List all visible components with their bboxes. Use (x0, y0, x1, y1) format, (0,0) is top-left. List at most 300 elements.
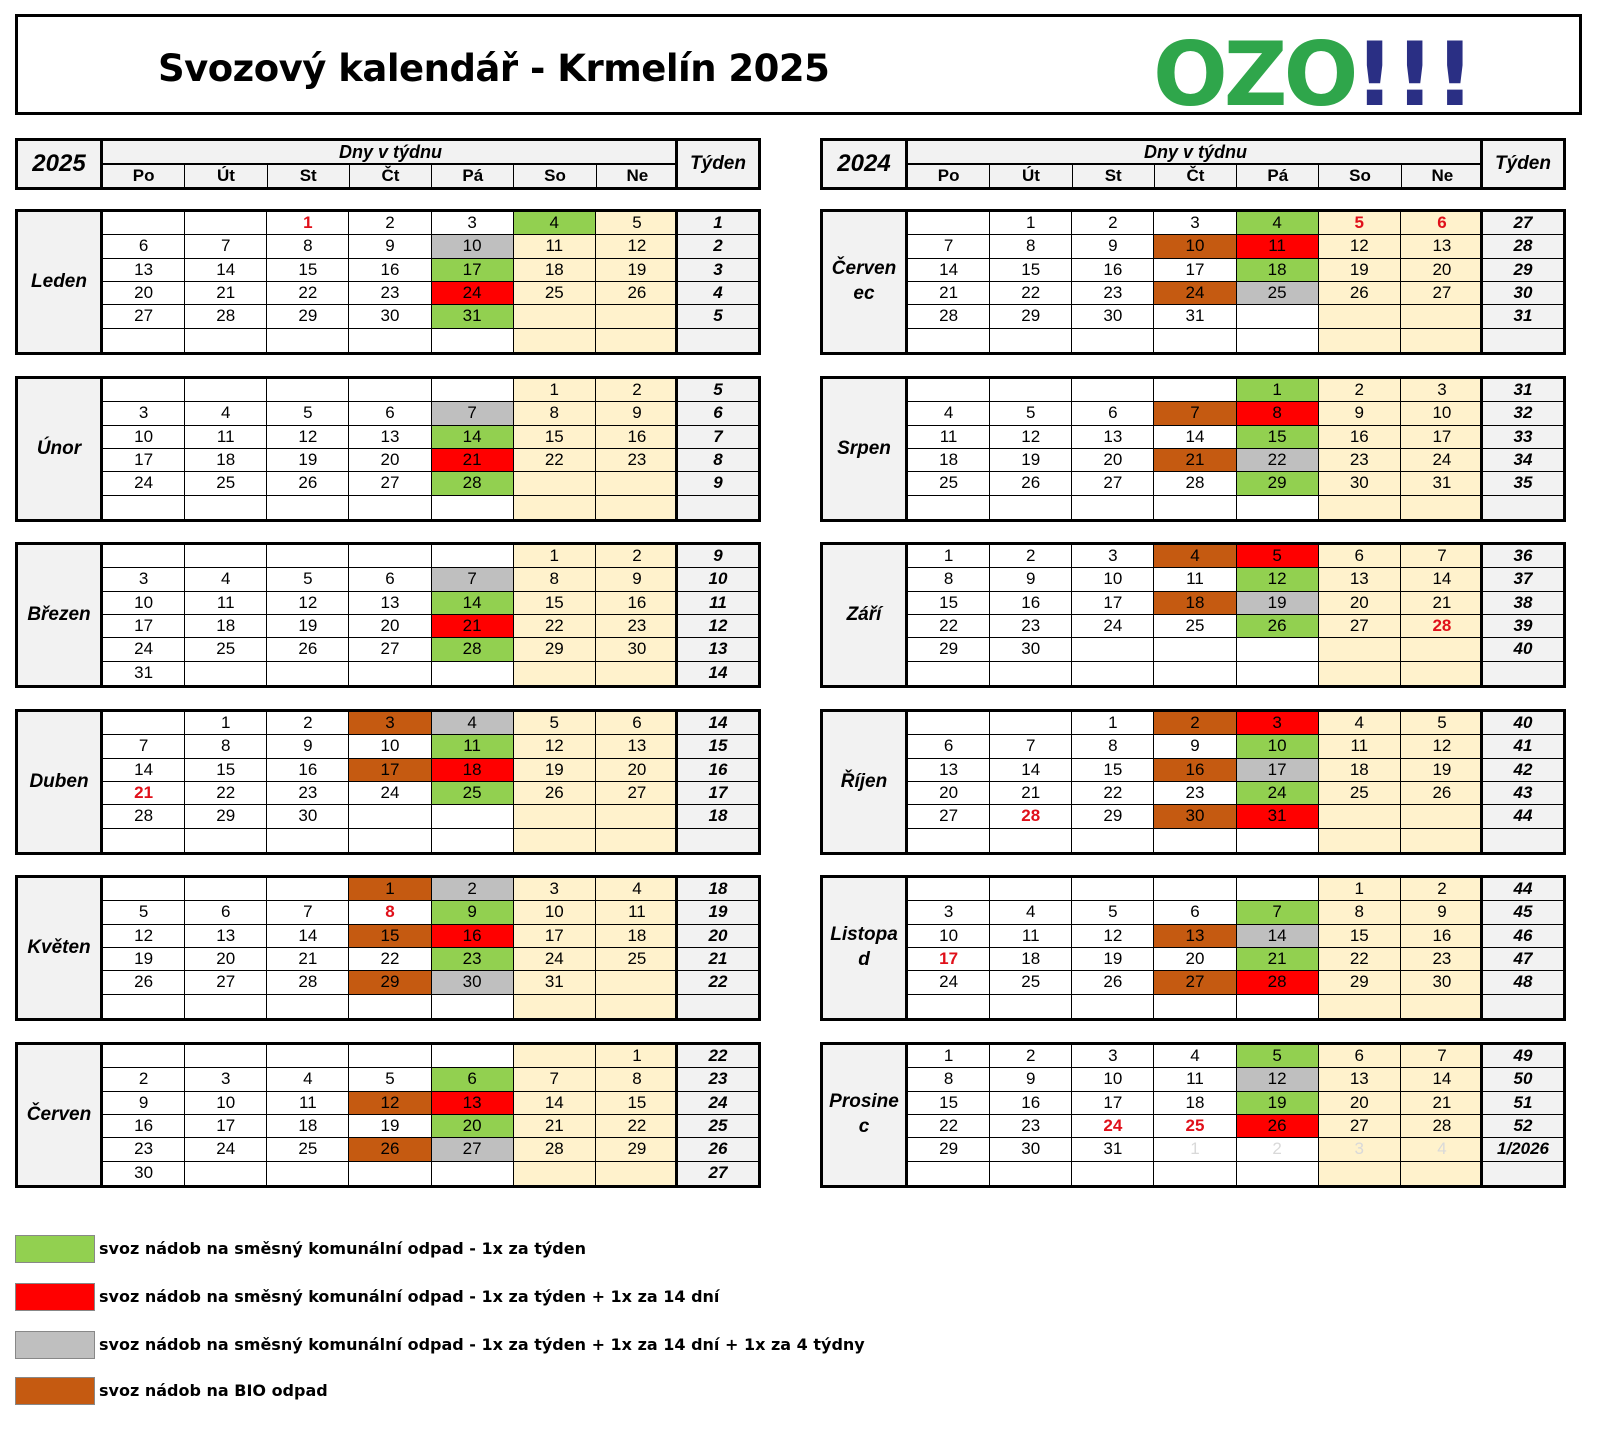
day-cell[interactable] (990, 878, 1072, 901)
day-cell[interactable]: 15 (990, 259, 1072, 282)
day-cell[interactable] (1237, 329, 1319, 352)
day-cell[interactable]: 3 (1401, 379, 1483, 402)
day-cell[interactable] (908, 878, 990, 901)
day-cell[interactable] (349, 1045, 431, 1068)
day-cell[interactable]: 3 (349, 712, 431, 735)
day-cell[interactable] (1072, 829, 1154, 852)
day-cell[interactable] (596, 829, 678, 852)
day-cell[interactable]: 1 (267, 212, 349, 235)
day-cell[interactable]: 30 (1319, 472, 1401, 495)
day-cell[interactable] (990, 329, 1072, 352)
day-cell[interactable]: 5 (1237, 1045, 1319, 1068)
day-cell[interactable]: 7 (908, 235, 990, 258)
day-cell[interactable]: 19 (103, 948, 185, 971)
day-cell[interactable]: 3 (908, 901, 990, 924)
day-cell[interactable]: 18 (1154, 1092, 1236, 1115)
day-cell[interactable]: 12 (349, 1092, 431, 1115)
day-cell[interactable] (1072, 379, 1154, 402)
day-cell[interactable]: 16 (1072, 259, 1154, 282)
day-cell[interactable]: 24 (1072, 1115, 1154, 1138)
day-cell[interactable]: 18 (185, 615, 267, 638)
day-cell[interactable]: 10 (1072, 568, 1154, 591)
day-cell[interactable]: 16 (596, 426, 678, 449)
day-cell[interactable]: 14 (103, 759, 185, 782)
day-cell[interactable]: 23 (432, 948, 514, 971)
day-cell[interactable]: 20 (1319, 1092, 1401, 1115)
day-cell[interactable] (349, 829, 431, 852)
day-cell[interactable]: 27 (1154, 971, 1236, 994)
day-cell[interactable]: 13 (1401, 235, 1483, 258)
day-cell[interactable]: 7 (185, 235, 267, 258)
day-cell[interactable]: 16 (990, 1092, 1072, 1115)
day-cell[interactable]: 26 (596, 282, 678, 305)
day-cell[interactable]: 14 (267, 925, 349, 948)
day-cell[interactable]: 2 (596, 545, 678, 568)
day-cell[interactable]: 20 (349, 615, 431, 638)
day-cell[interactable]: 26 (1237, 1115, 1319, 1138)
day-cell[interactable] (1237, 662, 1319, 685)
day-cell[interactable]: 31 (1237, 805, 1319, 828)
day-cell[interactable]: 20 (432, 1115, 514, 1138)
day-cell[interactable]: 3 (1237, 712, 1319, 735)
day-cell[interactable] (1401, 496, 1483, 519)
day-cell[interactable]: 3 (103, 402, 185, 425)
day-cell[interactable]: 23 (596, 449, 678, 472)
day-cell[interactable] (185, 662, 267, 685)
day-cell[interactable] (1237, 1162, 1319, 1185)
day-cell[interactable]: 12 (103, 925, 185, 948)
day-cell[interactable] (103, 329, 185, 352)
day-cell[interactable] (267, 995, 349, 1018)
day-cell[interactable]: 28 (103, 805, 185, 828)
day-cell[interactable] (908, 712, 990, 735)
day-cell[interactable]: 17 (1401, 426, 1483, 449)
day-cell[interactable]: 13 (1319, 568, 1401, 591)
day-cell[interactable]: 10 (1237, 735, 1319, 758)
day-cell[interactable] (1154, 379, 1236, 402)
day-cell[interactable]: 12 (267, 426, 349, 449)
day-cell[interactable] (1154, 638, 1236, 661)
day-cell[interactable]: 30 (267, 805, 349, 828)
day-cell[interactable]: 13 (1319, 1068, 1401, 1091)
day-cell[interactable]: 6 (349, 568, 431, 591)
day-cell[interactable]: 20 (908, 782, 990, 805)
day-cell[interactable]: 2 (103, 1068, 185, 1091)
day-cell[interactable]: 17 (1072, 592, 1154, 615)
day-cell[interactable] (908, 1162, 990, 1185)
day-cell[interactable]: 25 (185, 638, 267, 661)
day-cell[interactable] (349, 329, 431, 352)
day-cell[interactable] (1401, 305, 1483, 328)
day-cell[interactable]: 6 (103, 235, 185, 258)
day-cell[interactable]: 5 (1072, 901, 1154, 924)
day-cell[interactable]: 8 (1072, 735, 1154, 758)
day-cell[interactable] (1237, 496, 1319, 519)
day-cell[interactable] (908, 995, 990, 1018)
day-cell[interactable]: 21 (908, 282, 990, 305)
day-cell[interactable]: 5 (267, 568, 349, 591)
day-cell[interactable]: 3 (1319, 1138, 1401, 1161)
day-cell[interactable] (1319, 1162, 1401, 1185)
day-cell[interactable]: 1 (1154, 1138, 1236, 1161)
day-cell[interactable]: 30 (990, 638, 1072, 661)
day-cell[interactable]: 10 (1154, 235, 1236, 258)
day-cell[interactable]: 11 (185, 426, 267, 449)
day-cell[interactable]: 24 (1154, 282, 1236, 305)
day-cell[interactable] (349, 662, 431, 685)
day-cell[interactable]: 17 (514, 925, 596, 948)
day-cell[interactable]: 11 (185, 592, 267, 615)
day-cell[interactable]: 18 (596, 925, 678, 948)
day-cell[interactable]: 1 (990, 212, 1072, 235)
day-cell[interactable]: 15 (267, 259, 349, 282)
day-cell[interactable]: 16 (1319, 426, 1401, 449)
day-cell[interactable] (990, 379, 1072, 402)
day-cell[interactable] (185, 379, 267, 402)
day-cell[interactable]: 16 (596, 592, 678, 615)
day-cell[interactable]: 15 (185, 759, 267, 782)
day-cell[interactable]: 11 (267, 1092, 349, 1115)
day-cell[interactable]: 12 (1401, 735, 1483, 758)
day-cell[interactable]: 2 (1072, 212, 1154, 235)
day-cell[interactable]: 4 (908, 402, 990, 425)
day-cell[interactable] (514, 995, 596, 1018)
day-cell[interactable] (267, 829, 349, 852)
day-cell[interactable]: 20 (1401, 259, 1483, 282)
day-cell[interactable]: 3 (432, 212, 514, 235)
day-cell[interactable] (349, 496, 431, 519)
day-cell[interactable] (1237, 878, 1319, 901)
day-cell[interactable] (1237, 995, 1319, 1018)
day-cell[interactable] (514, 805, 596, 828)
day-cell[interactable]: 15 (349, 925, 431, 948)
day-cell[interactable]: 19 (349, 1115, 431, 1138)
day-cell[interactable]: 30 (1401, 971, 1483, 994)
day-cell[interactable] (990, 829, 1072, 852)
day-cell[interactable]: 9 (1319, 402, 1401, 425)
day-cell[interactable]: 25 (267, 1138, 349, 1161)
day-cell[interactable] (1401, 995, 1483, 1018)
day-cell[interactable] (514, 305, 596, 328)
day-cell[interactable]: 10 (185, 1092, 267, 1115)
day-cell[interactable]: 21 (514, 1115, 596, 1138)
day-cell[interactable] (1319, 662, 1401, 685)
day-cell[interactable]: 30 (432, 971, 514, 994)
day-cell[interactable] (1319, 329, 1401, 352)
day-cell[interactable]: 2 (1319, 379, 1401, 402)
day-cell[interactable] (349, 1162, 431, 1185)
day-cell[interactable]: 2 (267, 712, 349, 735)
day-cell[interactable]: 25 (185, 472, 267, 495)
day-cell[interactable]: 28 (1237, 971, 1319, 994)
day-cell[interactable]: 4 (514, 212, 596, 235)
day-cell[interactable] (908, 379, 990, 402)
day-cell[interactable]: 6 (1319, 1045, 1401, 1068)
day-cell[interactable] (1319, 496, 1401, 519)
day-cell[interactable]: 5 (267, 402, 349, 425)
day-cell[interactable]: 23 (349, 282, 431, 305)
day-cell[interactable]: 9 (596, 402, 678, 425)
day-cell[interactable]: 29 (990, 305, 1072, 328)
day-cell[interactable]: 26 (1401, 782, 1483, 805)
day-cell[interactable]: 10 (514, 901, 596, 924)
day-cell[interactable]: 6 (432, 1068, 514, 1091)
day-cell[interactable]: 21 (990, 782, 1072, 805)
day-cell[interactable]: 6 (596, 712, 678, 735)
day-cell[interactable] (990, 1162, 1072, 1185)
day-cell[interactable] (1072, 1162, 1154, 1185)
day-cell[interactable]: 22 (1319, 948, 1401, 971)
day-cell[interactable] (1154, 1162, 1236, 1185)
day-cell[interactable]: 3 (185, 1068, 267, 1091)
day-cell[interactable]: 16 (267, 759, 349, 782)
day-cell[interactable] (103, 1045, 185, 1068)
day-cell[interactable] (514, 1045, 596, 1068)
day-cell[interactable]: 17 (1237, 759, 1319, 782)
day-cell[interactable]: 8 (1319, 901, 1401, 924)
day-cell[interactable]: 17 (103, 615, 185, 638)
day-cell[interactable]: 18 (432, 759, 514, 782)
day-cell[interactable]: 5 (990, 402, 1072, 425)
day-cell[interactable]: 4 (1401, 1138, 1483, 1161)
day-cell[interactable] (990, 496, 1072, 519)
day-cell[interactable]: 22 (908, 615, 990, 638)
day-cell[interactable]: 7 (1401, 545, 1483, 568)
day-cell[interactable]: 16 (1401, 925, 1483, 948)
day-cell[interactable]: 18 (990, 948, 1072, 971)
day-cell[interactable]: 7 (514, 1068, 596, 1091)
day-cell[interactable]: 10 (103, 592, 185, 615)
day-cell[interactable] (267, 878, 349, 901)
day-cell[interactable]: 31 (103, 662, 185, 685)
day-cell[interactable]: 1 (514, 379, 596, 402)
day-cell[interactable]: 8 (1237, 402, 1319, 425)
day-cell[interactable]: 9 (990, 1068, 1072, 1091)
day-cell[interactable]: 18 (1237, 259, 1319, 282)
day-cell[interactable]: 20 (596, 759, 678, 782)
day-cell[interactable] (185, 496, 267, 519)
day-cell[interactable] (514, 1162, 596, 1185)
day-cell[interactable]: 27 (1319, 1115, 1401, 1138)
day-cell[interactable]: 29 (349, 971, 431, 994)
day-cell[interactable]: 24 (432, 282, 514, 305)
day-cell[interactable] (596, 329, 678, 352)
day-cell[interactable]: 8 (514, 568, 596, 591)
day-cell[interactable] (103, 878, 185, 901)
day-cell[interactable] (1154, 878, 1236, 901)
day-cell[interactable] (103, 995, 185, 1018)
day-cell[interactable] (1319, 638, 1401, 661)
day-cell[interactable] (1072, 662, 1154, 685)
day-cell[interactable]: 17 (432, 259, 514, 282)
day-cell[interactable] (432, 545, 514, 568)
day-cell[interactable]: 27 (1072, 472, 1154, 495)
day-cell[interactable]: 20 (1154, 948, 1236, 971)
day-cell[interactable] (1154, 829, 1236, 852)
day-cell[interactable]: 12 (1319, 235, 1401, 258)
day-cell[interactable]: 3 (1072, 545, 1154, 568)
day-cell[interactable]: 4 (185, 568, 267, 591)
day-cell[interactable] (1401, 662, 1483, 685)
day-cell[interactable]: 9 (1072, 235, 1154, 258)
day-cell[interactable] (1319, 805, 1401, 828)
day-cell[interactable]: 19 (1237, 592, 1319, 615)
day-cell[interactable]: 21 (1401, 1092, 1483, 1115)
day-cell[interactable]: 15 (1237, 426, 1319, 449)
day-cell[interactable]: 11 (596, 901, 678, 924)
day-cell[interactable] (432, 805, 514, 828)
day-cell[interactable]: 10 (349, 735, 431, 758)
day-cell[interactable]: 8 (514, 402, 596, 425)
day-cell[interactable]: 28 (267, 971, 349, 994)
day-cell[interactable]: 13 (185, 925, 267, 948)
day-cell[interactable]: 23 (1154, 782, 1236, 805)
day-cell[interactable]: 11 (990, 925, 1072, 948)
day-cell[interactable]: 1 (1319, 878, 1401, 901)
day-cell[interactable] (908, 496, 990, 519)
day-cell[interactable]: 27 (908, 805, 990, 828)
day-cell[interactable]: 23 (103, 1138, 185, 1161)
day-cell[interactable] (990, 995, 1072, 1018)
day-cell[interactable]: 5 (103, 901, 185, 924)
day-cell[interactable]: 2 (596, 379, 678, 402)
day-cell[interactable]: 27 (596, 782, 678, 805)
day-cell[interactable]: 10 (1072, 1068, 1154, 1091)
day-cell[interactable]: 11 (1237, 235, 1319, 258)
day-cell[interactable]: 8 (349, 901, 431, 924)
day-cell[interactable]: 2 (1237, 1138, 1319, 1161)
day-cell[interactable]: 24 (1237, 782, 1319, 805)
day-cell[interactable]: 7 (432, 402, 514, 425)
day-cell[interactable]: 18 (908, 449, 990, 472)
day-cell[interactable]: 4 (432, 712, 514, 735)
day-cell[interactable]: 28 (990, 805, 1072, 828)
day-cell[interactable] (185, 1162, 267, 1185)
day-cell[interactable]: 21 (267, 948, 349, 971)
day-cell[interactable] (349, 805, 431, 828)
day-cell[interactable]: 19 (267, 615, 349, 638)
day-cell[interactable] (185, 329, 267, 352)
day-cell[interactable]: 7 (267, 901, 349, 924)
day-cell[interactable]: 31 (1401, 472, 1483, 495)
day-cell[interactable] (432, 829, 514, 852)
day-cell[interactable]: 8 (596, 1068, 678, 1091)
day-cell[interactable] (1237, 305, 1319, 328)
day-cell[interactable] (596, 472, 678, 495)
day-cell[interactable]: 29 (1072, 805, 1154, 828)
day-cell[interactable] (1154, 662, 1236, 685)
day-cell[interactable]: 7 (1401, 1045, 1483, 1068)
day-cell[interactable]: 10 (1401, 402, 1483, 425)
day-cell[interactable]: 7 (1237, 901, 1319, 924)
day-cell[interactable] (185, 545, 267, 568)
day-cell[interactable]: 22 (514, 449, 596, 472)
day-cell[interactable] (1237, 829, 1319, 852)
day-cell[interactable]: 5 (1401, 712, 1483, 735)
day-cell[interactable]: 4 (267, 1068, 349, 1091)
day-cell[interactable]: 12 (1237, 1068, 1319, 1091)
day-cell[interactable]: 4 (1319, 712, 1401, 735)
day-cell[interactable] (596, 995, 678, 1018)
day-cell[interactable]: 14 (432, 592, 514, 615)
day-cell[interactable]: 21 (103, 782, 185, 805)
day-cell[interactable]: 4 (1154, 1045, 1236, 1068)
day-cell[interactable]: 13 (908, 759, 990, 782)
day-cell[interactable] (1072, 878, 1154, 901)
day-cell[interactable]: 5 (1237, 545, 1319, 568)
day-cell[interactable]: 14 (990, 759, 1072, 782)
day-cell[interactable]: 22 (185, 782, 267, 805)
day-cell[interactable]: 24 (1072, 615, 1154, 638)
day-cell[interactable]: 7 (432, 568, 514, 591)
day-cell[interactable]: 18 (185, 449, 267, 472)
day-cell[interactable]: 27 (349, 472, 431, 495)
day-cell[interactable]: 20 (1319, 592, 1401, 615)
day-cell[interactable]: 13 (432, 1092, 514, 1115)
day-cell[interactable]: 28 (1401, 1115, 1483, 1138)
day-cell[interactable]: 21 (432, 615, 514, 638)
day-cell[interactable]: 17 (908, 948, 990, 971)
day-cell[interactable] (432, 379, 514, 402)
day-cell[interactable]: 29 (1319, 971, 1401, 994)
day-cell[interactable]: 17 (1154, 259, 1236, 282)
day-cell[interactable]: 30 (596, 638, 678, 661)
day-cell[interactable]: 22 (267, 282, 349, 305)
day-cell[interactable]: 9 (1401, 901, 1483, 924)
day-cell[interactable]: 3 (103, 568, 185, 591)
day-cell[interactable] (432, 496, 514, 519)
day-cell[interactable]: 3 (1072, 1045, 1154, 1068)
day-cell[interactable]: 12 (596, 235, 678, 258)
day-cell[interactable]: 22 (990, 282, 1072, 305)
day-cell[interactable]: 13 (596, 735, 678, 758)
day-cell[interactable]: 5 (514, 712, 596, 735)
day-cell[interactable] (596, 305, 678, 328)
day-cell[interactable]: 26 (267, 638, 349, 661)
day-cell[interactable]: 30 (103, 1162, 185, 1185)
day-cell[interactable] (1154, 995, 1236, 1018)
day-cell[interactable]: 8 (267, 235, 349, 258)
day-cell[interactable]: 22 (1237, 449, 1319, 472)
day-cell[interactable]: 5 (349, 1068, 431, 1091)
day-cell[interactable] (1319, 829, 1401, 852)
day-cell[interactable]: 25 (990, 971, 1072, 994)
day-cell[interactable]: 11 (908, 426, 990, 449)
day-cell[interactable] (514, 472, 596, 495)
day-cell[interactable]: 7 (103, 735, 185, 758)
day-cell[interactable]: 18 (1154, 592, 1236, 615)
day-cell[interactable]: 24 (103, 472, 185, 495)
day-cell[interactable]: 21 (1401, 592, 1483, 615)
day-cell[interactable]: 29 (908, 1138, 990, 1161)
day-cell[interactable]: 1 (1072, 712, 1154, 735)
day-cell[interactable]: 21 (185, 282, 267, 305)
day-cell[interactable]: 11 (1154, 1068, 1236, 1091)
day-cell[interactable] (596, 1162, 678, 1185)
day-cell[interactable]: 23 (1319, 449, 1401, 472)
day-cell[interactable]: 14 (1154, 426, 1236, 449)
day-cell[interactable]: 1 (185, 712, 267, 735)
day-cell[interactable]: 8 (908, 568, 990, 591)
day-cell[interactable]: 19 (1237, 1092, 1319, 1115)
day-cell[interactable]: 1 (514, 545, 596, 568)
day-cell[interactable] (103, 545, 185, 568)
day-cell[interactable]: 27 (103, 305, 185, 328)
day-cell[interactable]: 16 (349, 259, 431, 282)
day-cell[interactable]: 11 (1319, 735, 1401, 758)
day-cell[interactable]: 28 (514, 1138, 596, 1161)
day-cell[interactable]: 23 (990, 1115, 1072, 1138)
